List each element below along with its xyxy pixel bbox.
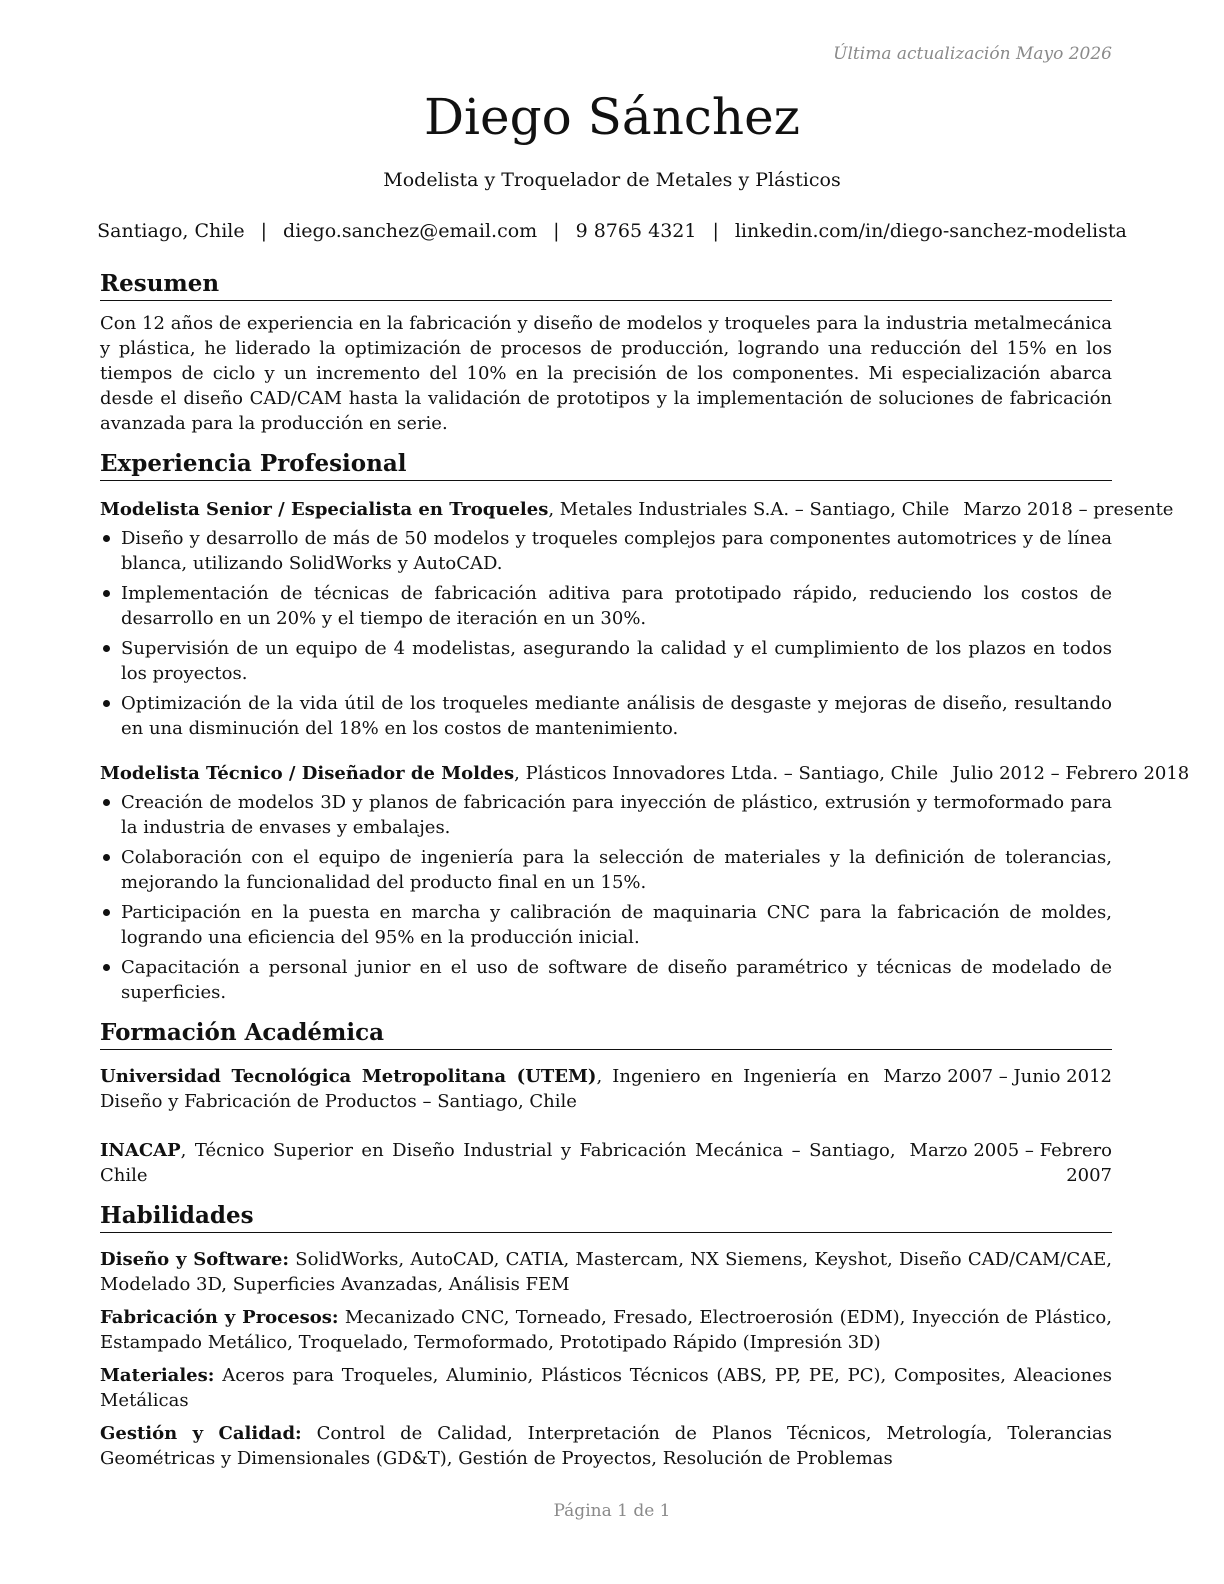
contact-linkedin[interactable]: linkedin.com/in/diego-sanchez-modelista [734, 220, 1127, 242]
skill-text: Mecanizado CNC, Torneado, Fresado, Electroerosión (EDM), Inyección de Plástico, Estampado Metálico, Troquelado, Termoformado, Prototipado Rápido (Impresión 3D) [100, 1307, 1112, 1353]
skill-label: Materiales: [100, 1365, 215, 1386]
experience-section [100, 448, 1190, 1005]
skill-label: Fabricación y Procesos: [100, 1307, 339, 1328]
contact-separator: | [553, 220, 560, 242]
education-section [100, 1017, 1112, 1188]
job-header [100, 761, 1190, 786]
contact-line [0, 219, 1224, 243]
job-header [100, 497, 1174, 522]
skill-label: Diseño y Software: [100, 1249, 290, 1270]
skill-label: Gestión y Calidad: [100, 1423, 302, 1444]
bullet-item: Creación de modelos 3D y planos de fabricación para inyección de plástico, extrusión y termoformado para la industria de envases y embalajes. [100, 790, 1112, 840]
skill-text: SolidWorks, AutoCAD, CATIA, Mastercam, NX Siemens, Keyshot, Diseño CAD/CAM/CAE, Modelado 3D, Superficies Avanzadas, Análisis FEM [100, 1249, 1112, 1295]
summary-section [100, 268, 1112, 436]
section-title: Habilidades [100, 1200, 1112, 1233]
education-dates: Marzo 2005 – Febrero 2007 [909, 1140, 1112, 1186]
skill-group [100, 1421, 1112, 1471]
job-company: , Metales Industriales S.A. – Santiago, Chile [548, 499, 950, 520]
resume-content [100, 268, 1190, 1483]
contact-location: Santiago, Chile [97, 220, 245, 242]
job-role: Modelista Técnico / Diseñador de Moldes [100, 763, 515, 784]
page-number: Página 1 de 1 [553, 1501, 671, 1521]
section-title: Formación Académica [100, 1017, 1112, 1050]
bullet-item: Participación en la puesta en marcha y calibración de maquinaria CNC para la fabricación de moldes, logrando una eficiencia del 95% en la producción inicial. [100, 900, 1112, 950]
contact-separator: | [260, 220, 268, 242]
bullet-item: Colaboración con el equipo de ingeniería para la selección de materiales y la definición de tolerancias, mejorando la funcionalidad del producto final en un 15%. [100, 845, 1112, 895]
bullet-item: Supervisión de un equipo de 4 modelistas, asegurando la calidad y el cumplimiento de los plazos en todos los proyectos. [100, 636, 1112, 686]
education-entry [100, 1064, 1112, 1114]
contact-separator: | [712, 220, 719, 242]
skill-group [100, 1247, 1112, 1297]
skills-section [100, 1200, 1112, 1471]
bullet-item: Implementación de técnicas de fabricación aditiva para prototipado rápido, reduciendo los costos de desarrollo en un 20% y el tiempo de iteración en un 30%. [100, 581, 1112, 631]
skill-group [100, 1363, 1112, 1413]
bullet-item: Capacitación a personal junior en el uso de software de diseño paramétrico y técnicas de modelado de superficies. [100, 955, 1112, 1005]
section-title: Resumen [100, 268, 1112, 301]
job-entry [100, 497, 1174, 741]
education-dates: Marzo 2007 – Junio 2012 [883, 1066, 1112, 1087]
summary-text: Con 12 años de experiencia en la fabricación y diseño de modelos y troqueles para la industria metalmecánica y plástica, he liderado la optimización de procesos de producción, logrando una reducción del 15% en los tiempos de ciclo y un incremento del 10% en la precisión de los componentes. Mi especialización abarca desde el diseño CAD/CAM hasta la validación de prototipos y la implementación de soluciones de fabricación avanzada para la producción en serie. [100, 313, 1112, 434]
education-school: Universidad Tecnológica Metropolitana (UTEM) [100, 1066, 597, 1087]
job-company: , Plásticos Innovadores Ltda. – Santiago, Chile [514, 763, 939, 784]
contact-email[interactable]: diego.sanchez@email.com [283, 220, 538, 242]
section-title: Experiencia Profesional [100, 448, 1112, 481]
candidate-name: Diego Sánchez [423, 88, 801, 146]
headline: Modelista y Troquelador de Metales y Plásticos [383, 169, 841, 191]
skill-group [100, 1305, 1112, 1355]
bullet-item: Diseño y desarrollo de más de 50 modelos y troqueles complejos para componentes automotrices y de línea blanca, utilizando SolidWorks y AutoCAD. [100, 526, 1112, 576]
education-entry [100, 1138, 1112, 1188]
skill-text: Aceros para Troqueles, Aluminio, Plásticos Técnicos (ABS, PP, PE, PC), Composites, Aleaciones Metálicas [100, 1365, 1112, 1411]
skill-text: Control de Calidad, Interpretación de Planos Técnicos, Metrología, Tolerancias Geométricas y Dimensionales (GD&T), Gestión de Proyectos, Resolución de Problemas [100, 1423, 1112, 1469]
job-role: Modelista Senior / Especialista en Troqueles [100, 499, 549, 520]
job-bullets [100, 526, 1112, 741]
bullet-item: Optimización de la vida útil de los troqueles mediante análisis de desgaste y mejoras de diseño, resultando en una disminución del 18% en los costos de mantenimiento. [100, 691, 1112, 741]
job-dates: Julio 2012 – Febrero 2018 [952, 763, 1190, 784]
education-detail: , Ingeniero en Ingeniería en Diseño y Fabricación de Productos – Santiago, Chile [100, 1066, 870, 1112]
job-dates: Marzo 2018 – presente [963, 499, 1174, 520]
education-school: INACAP [100, 1140, 181, 1161]
education-detail: , Técnico Superior en Diseño Industrial y Fabricación Mecánica – Santiago, Chile [100, 1140, 896, 1186]
job-entry [100, 761, 1190, 1005]
contact-phone: 9 8765 4321 [575, 220, 697, 242]
job-bullets [100, 790, 1112, 1005]
last-updated: Última actualización Mayo 2026 [833, 44, 1112, 64]
